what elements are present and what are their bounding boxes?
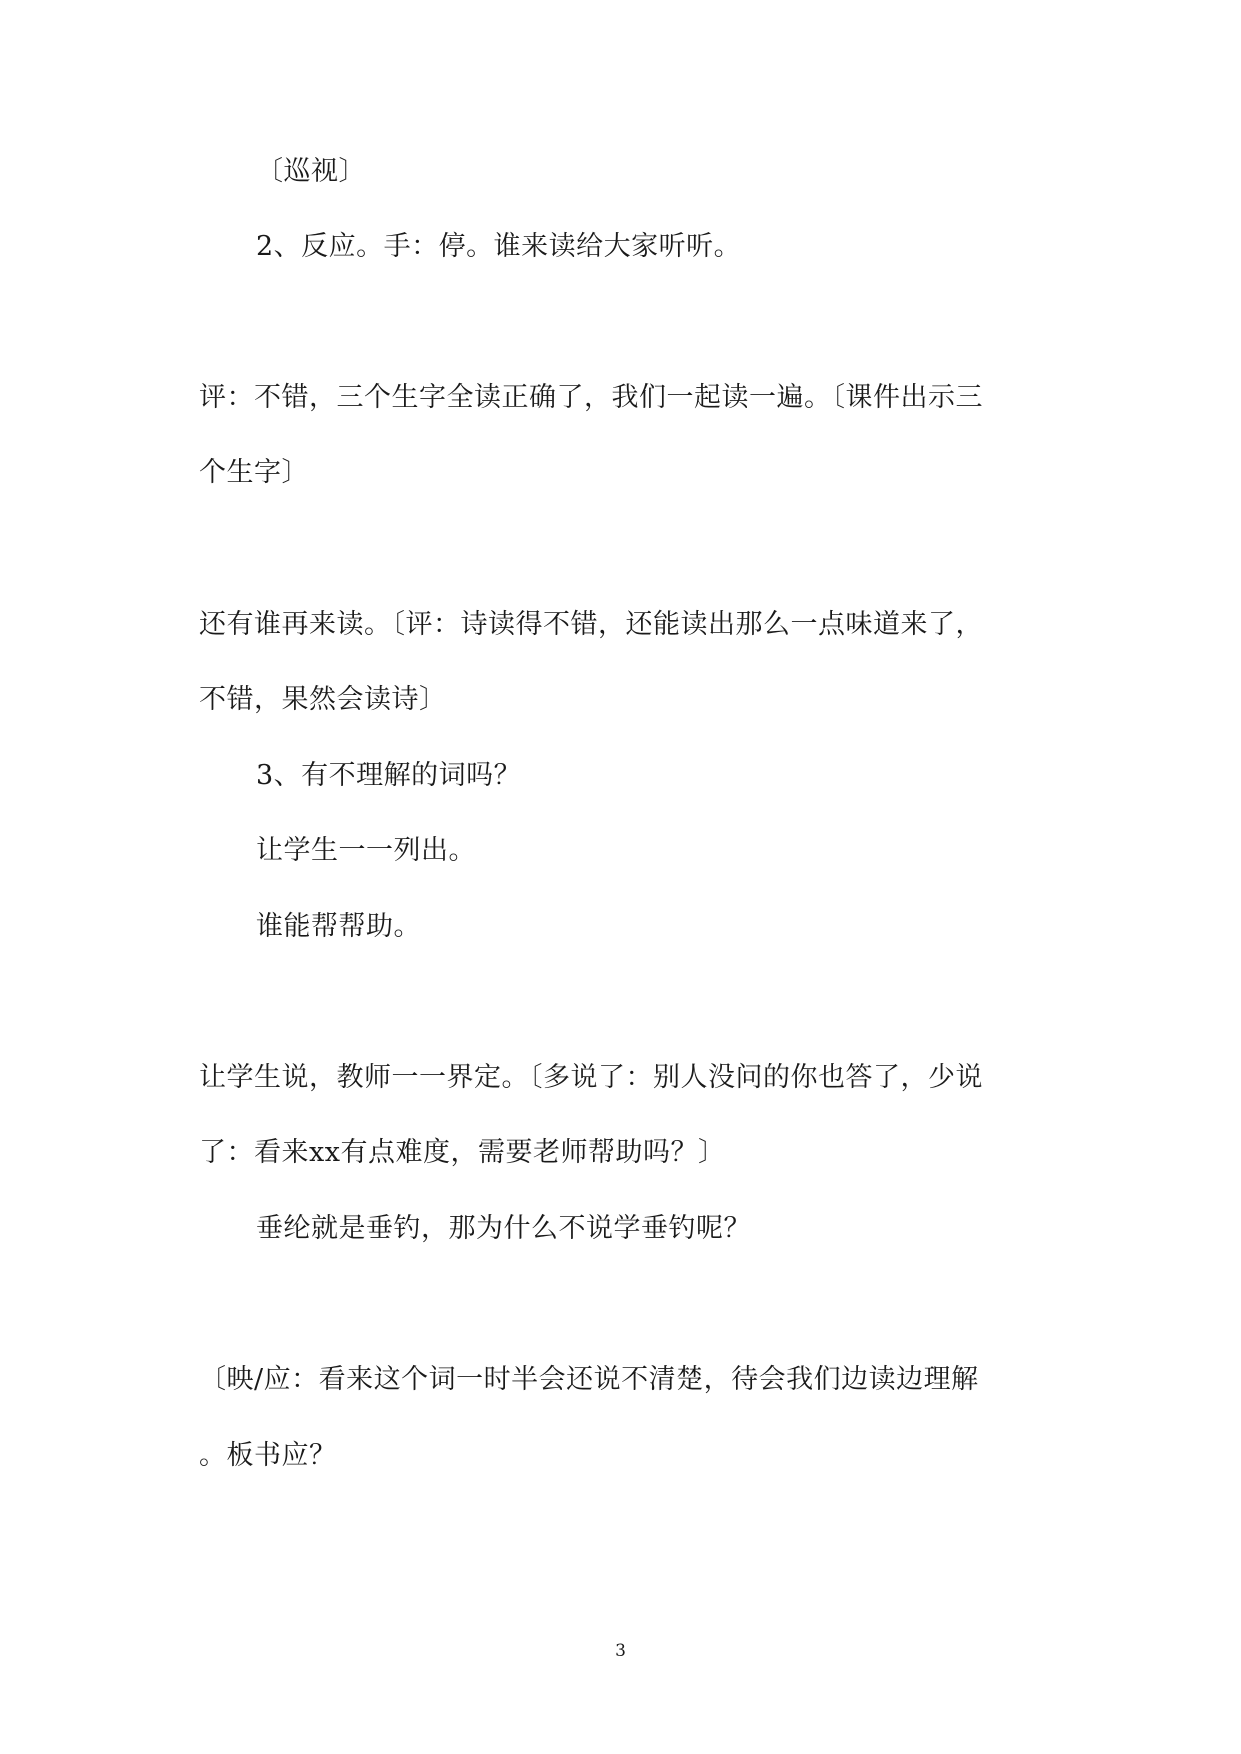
text-line: 了：看来xx有点难度，需要老师帮助吗？〕 <box>199 1137 726 1168</box>
text-line: 〔映/应：看来这个词一时半会还说不清楚，待会我们边读边理解 <box>199 1364 979 1395</box>
text-line: 个生字〕 <box>199 457 309 488</box>
text-line: 评：不错，三个生字全读正确了，我们一起读一遍。〔课件出示三 <box>199 382 983 413</box>
text-line: 2、反应。手：停。谁来读给大家听听。 <box>256 231 742 262</box>
text-line: 〔巡视〕 <box>256 156 366 187</box>
text-line: 垂纶就是垂钓，那为什么不说学垂钓呢？ <box>256 1213 751 1244</box>
text-line: 让学生一一列出。 <box>256 835 476 866</box>
page-number: 3 <box>615 1641 626 1661</box>
text-line: 不错，果然会读诗〕 <box>199 684 447 715</box>
text-line: 让学生说，教师一一界定。〔多说了：别人没问的你也答了，少说 <box>199 1062 983 1093</box>
text-line: 谁能帮帮助。 <box>256 911 421 942</box>
text-line: 。板书应？ <box>199 1440 337 1471</box>
text-line: 3、有不理解的词吗？ <box>256 760 522 791</box>
text-line: 还有谁再来读。〔评：诗读得不错，还能读出那么一点味道来了， <box>199 609 983 640</box>
